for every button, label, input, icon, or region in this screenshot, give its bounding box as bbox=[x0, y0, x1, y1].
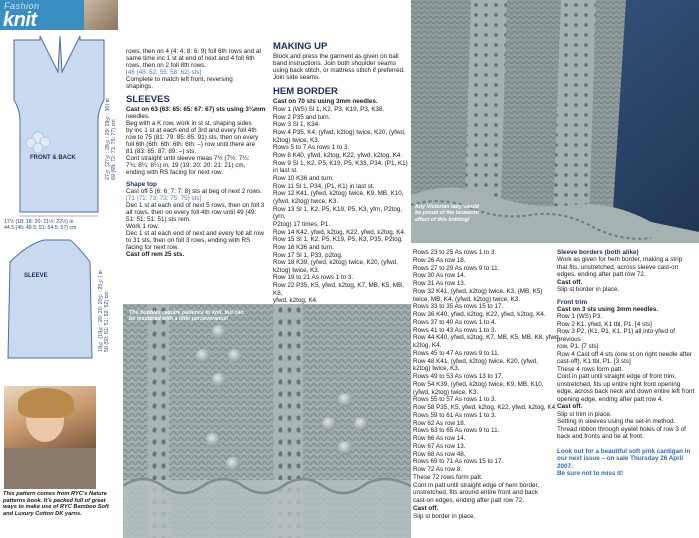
making-up-heading: MAKING UP bbox=[273, 41, 328, 52]
sleeve-height-cm: 50 (50: 51: 51: 52: 52) cm bbox=[104, 291, 111, 352]
sleeve-label: SLEEVE bbox=[24, 273, 48, 279]
sleeves-heading: SLEEVES bbox=[126, 93, 170, 105]
column-2 bbox=[273, 42, 411, 305]
sleeve-borders-heading: Sleeve borders (both alike) bbox=[557, 249, 639, 256]
sleeves-body: Cast on 63 (63: 65: 65: 67: 67) sts using 3¼mm needles. Beg with a K row, work in st st, shaping sides by inc 1 st at each end of 3rd and every foll 4th row to 75 (81: 79: 85: 85: 91) sts, then on every foll 6th (6th: 6th: 6th: 6th: –) row until there are 81 (83: 85: 87: 89: –) sts. Cont straight until sleeve meas 7½ (7½: 7¼: 7¾: 8¼: 8¼) in, 19 (19: 20: 20: 21: 21) cm, ending with RS facing for next row. bbox=[126, 105, 266, 177]
model-hair bbox=[18, 388, 74, 418]
hem-border-body: Cast on 70 sts using 3mm needles. Row 1 (WS) Sl 1, K2, P3, K19, P3, K38. Row 2 P35 and turn. Row 3 Sl 1, K34. Row 4 P35, K4, (yfwd, k2tog) twice, K20, (yfwd, k2tog) twice, K3. Rows 5 to 7 As rows 1 to 3. Row 8 K40, yfwd, k2tog, K22, yfwd, k2tog, K4. Row 9 Sl 1, K2, P5, K19, P5, K33, P34, (P1, K1) in last st. Row 10 K36 and turn. Row 11 Sl 1, P34, (P1, K1) in last st. Row 12 K41, (yfwd, k2tog) twice, K9, MB, K10, (yfwd, k2tog) twice, K3. Row 13 Sl 1, K2, P5, K19, P5, K3, yfrn, P2tog, (yrn, P2tog) 17 times, P1. Row 14 K42, yfwd, k2tog, K22, yfwd, k2tog, K4. Row 15 Sl 1, K2, P5, K19, P5, K3, P35, P2tog. Row 16 K36 and turn. Row 17 Sl 1, P33, p2tog. Row 18 K39, (yfwd, k2tog) twice, K20, (yfwd, k2tog) twice, K3. Row 19 to 21 As rows 1 to 3. Row 22 P35, K5, yfwd, k2tog, K7, MB, K5, MB, K8, yfwd, k2tog, K4. bbox=[273, 98, 408, 305]
lace-photo bbox=[411, 0, 699, 243]
shape-top-heading: Shape top bbox=[126, 180, 157, 188]
front-trim-body: Cast on 3 sts using 3mm needles. Row 1 (WS) P3. Row 2 K1, yfwd, K1 tbl, P1. [4 sts] Row 3 P2, (K1, P1, K1, P1) all into yfwd of previous row, P1. [7 sts] Row 4 Cast off 4 sts (one st on right needle after cast-off), K1 tbl, P1. [3 sts] These 4 rows form patt. Cont in patt until straight edge of front trim, unstretched, fits up entire right front opening edge, across back neck and down entire left front opening edge, ending after patt row 4. Cast off. Slip st trim in place. Setting in sleeves using the set-in method. Thread ribbon through eyelet holes of row 3 of back and fronts and tie at front. bbox=[557, 305, 695, 440]
front-back-height-in: 27½ (27½: 28½: 29: 29½: 30) in bbox=[105, 98, 111, 180]
sleeve-height-in: 19¾ (19¾: 20: 20: 20½: 20½) in bbox=[98, 270, 104, 352]
column-3: Rows 23 to 25 As rows 1 to 3. Row 26 As row 18. Rows 27 to 29 As rows 9 to 11. Row 30 As row 14. Row 31 As row 13. Row 32 K41, (yfwd, k2tog) twice, K3, (MB, K5) twice, MB, K4, (yfwd, k2tog) twice, K3. Rows 33 to 35 As rows 15 to 17. Row 36 K40, yfwd, k2tog, K22, yfwd, k2tog, K4. Rows 37 to 40 As rows 1 to 4. Rows 41 to 43 As rows 1 to 3. Row 44 K40, yfwd, k2tog, K7, MB, K5, MB, K8, yfwd, k2tog, K4. Rows 45 to 47 As rows 9 to 11. Row 48 K41, (yfwd, k2tog) twice, K20, (yfwd, k2tog) twice, K3. Rows 49 to 53 As rows 13 to 17. Row 54 K39, (yfwd, k2tog) twice, K9, MB, K10, (yfwd, k2tog) twice, K3. Rows 55 to 57 As rows 1 to 3. Row 58 P35, K5, yfwd, k2tog, K22, yfwd, k2tog, K4. Rows 59 to 61 As rows 1 to 3. Row 62 As row 18. Rows 63 to 65 As rows 9 to 11. Row 66 As row 14. Row 67 As row 13. Row 68 As row 48. Rows 69 to 71 As rows 15 to 17. Row 72 As row 8. These 72 rows form patt. Cont in patt until straight edge of hem border, unstretched, fits around entire front and back cast-on edges, ending after patt row 72. Cast off. Slip st border in place. bbox=[413, 249, 561, 520]
front-back-shape bbox=[14, 36, 104, 212]
shape-top-body: Cast off 5 (6: 6: 7: 7: 8) sts at beg of next 2 rows. [71 (71: 73: 73: 75: 75) sts] Dec 1 st at each end of next 5 rows, then on foll 3 alt rows, then on every foll 4th row until 49 (49: 51: 51: 51: 51) sts rem. Work 1 row. Dec 1 st at each end of next and every foll alt row to 31 sts, then on foll 3 rows, ending with RS facing for next row. Cast off rem 25 sts. bbox=[126, 187, 265, 259]
model-photo bbox=[4, 386, 96, 489]
front-back-width-measure bbox=[4, 219, 116, 231]
making-up-body: Block and press the garment as given on ball band instructions. Join both shoulder seams using back stitch, or mattress stitch if preferred. Join side seams. bbox=[273, 53, 405, 82]
front-back-width-in: 17½ (18: 18: 20: 21½: 22½) in bbox=[4, 219, 74, 225]
masthead-title: knit bbox=[3, 9, 37, 31]
bobble-photo-caption: The bobbles require patience to knit, but can be mastered with a little perseverance! bbox=[129, 310, 244, 323]
column-4 bbox=[557, 249, 697, 478]
model-cardigan bbox=[4, 448, 96, 489]
bobble-knit-illustration bbox=[123, 304, 411, 538]
sleeve-shape bbox=[8, 240, 92, 358]
front-back-schematic bbox=[0, 30, 118, 220]
col1-intro: rows, then on 4 (4: 4: 8: 6: 9) foll 6th rows and at same time inc 1 st at end of next and 4 foll 6th rows, then on 2 foll 8th rows. [46 (48: 52: 55: 58: 62) sts] Complete to match left front, reversing shapings. bbox=[126, 48, 262, 91]
front-back-height-measure bbox=[105, 70, 117, 180]
masthead-photo bbox=[84, 0, 118, 30]
column-1 bbox=[126, 48, 274, 258]
hem-border-heading: HEM BORDER bbox=[273, 86, 338, 98]
lace-photo-caption: Any Victorian lady would be proud of the lacework effect of this knitting! bbox=[415, 204, 479, 223]
model-caption: This pattern comes from RYC's Nature patterns book. It's packed full of great ways to make use of RYC Bamboo Soft and Luxury Cotton DK yarns. bbox=[3, 491, 109, 517]
front-trim-heading: Front trim bbox=[557, 298, 588, 306]
front-back-label: FRONT & BACK bbox=[30, 155, 76, 161]
front-back-height-cm: 69 (69: 72: 73: 75: 77) cm bbox=[111, 119, 118, 180]
sleeve-borders-body: Work as given for hem border, making a strip that fits, unstretched, across sleeve cast-on edges, ending after patt row 72. Cast off. Slip st border in place. bbox=[557, 256, 683, 293]
sleeve-height-measure bbox=[98, 262, 110, 352]
masthead-small: Fashion bbox=[4, 1, 40, 11]
front-back-width-cm: 44.5 (46: 48.5: 51: 54.5: 57) cm bbox=[4, 225, 77, 231]
next-issue-promo: Look out for a beautiful soft pink cardigan in our next issue – on sale Thursday 26 April 2007. Be sure not to miss it! bbox=[557, 447, 691, 477]
bobble-photo bbox=[123, 304, 411, 538]
